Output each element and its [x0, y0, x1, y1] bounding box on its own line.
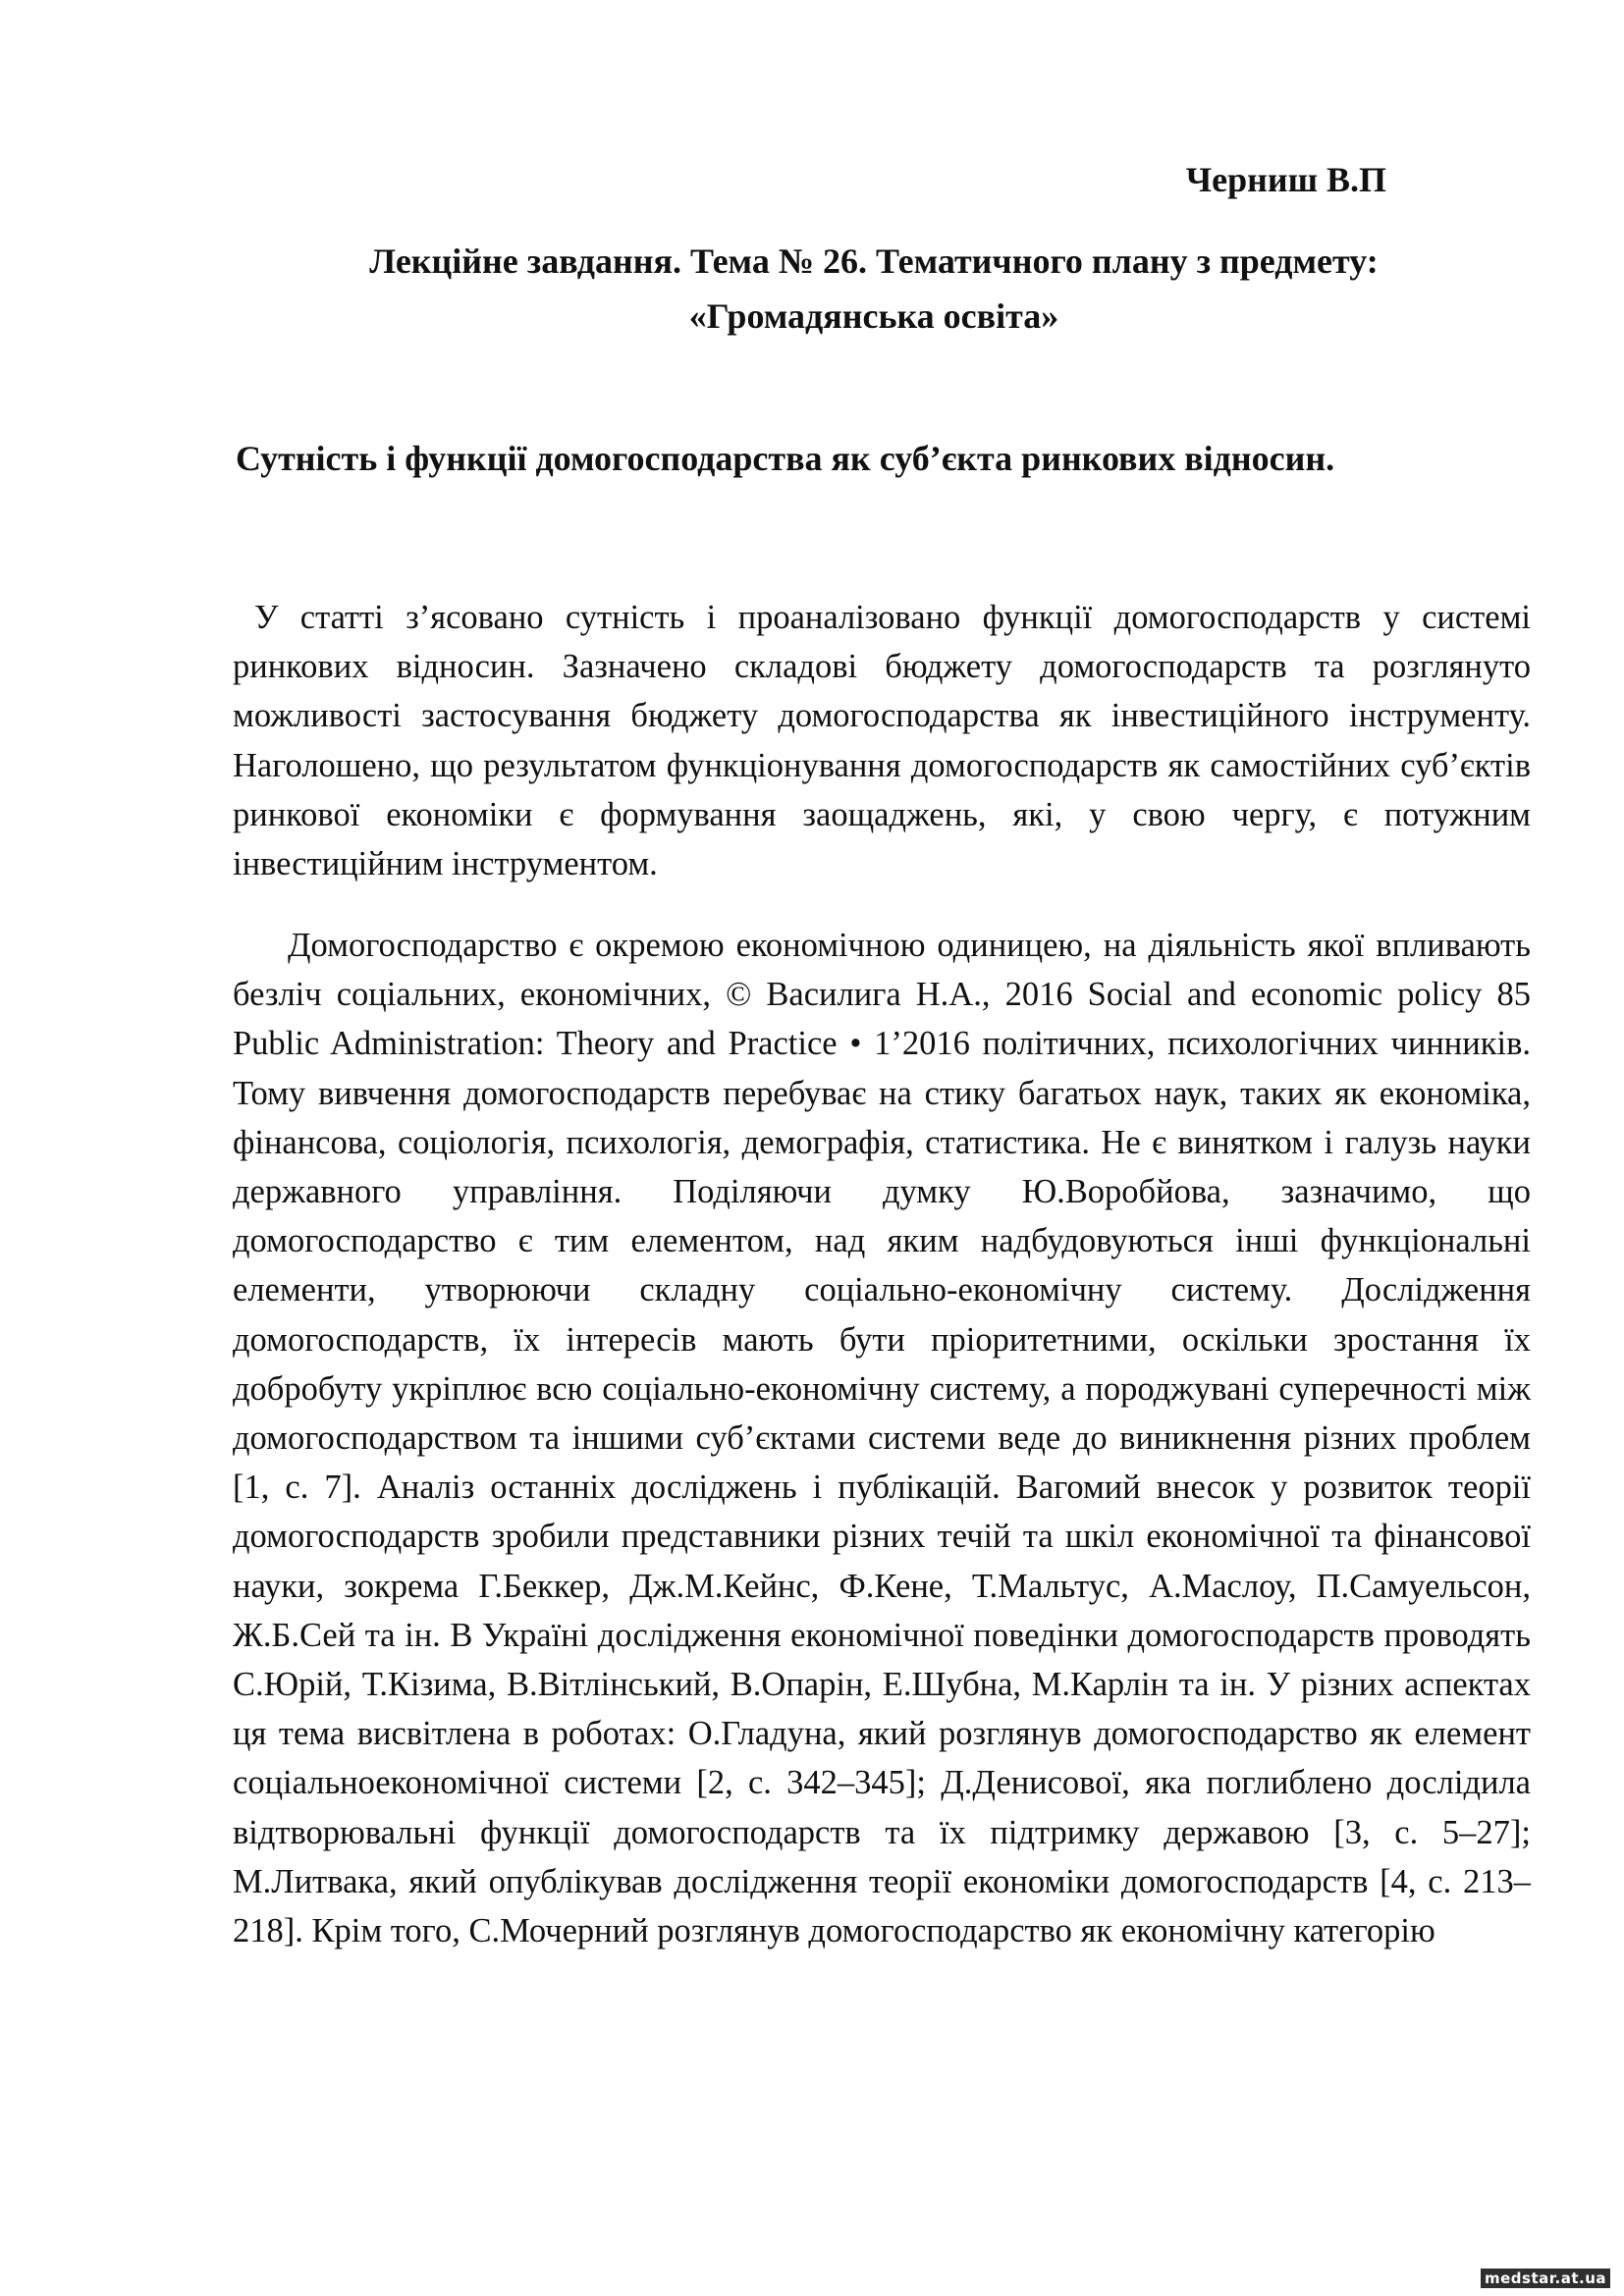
- author-name: Черниш В.П: [1185, 160, 1386, 199]
- site-watermark: medstar.at.ua: [1481, 2269, 1610, 2288]
- abstract-paragraph: У статті з’ясовано сутність і проаналізовано функції домогосподарств у системі ринкових відносин. Зазначено складові бюджету домогосподарств та розглянуто можливості застосування бюджету домогосподарства як інвестиційного інструменту. Наголошено, що результатом функціонування домогосподарств як самостійних суб’єктів ринкової економіки є формування заощаджень, які, у свою чергу, є потужним інвестиційним інструментом.: [233, 599, 1531, 883]
- task-title-line-1: Лекційне завдання. Тема № 26. Тематичного плану з предмету:: [369, 241, 1379, 281]
- task-title: [236, 234, 1512, 344]
- body-paragraph: Домогосподарство є окремою економічною одиницею, на діяльність якої впливають безліч соціальних, економічних, © Василига Н.А., 2016 Social and economic policy 85 Public Administration: Theory and Practice • 1’2016 політичних, психологічних чинників. Тому вивчення домогосподарств перебуває на стику багатьох наук, таких як економіка, фінансова, соціологія, психологія, демографія, статистика. Не є винятком і галузь науки державного управління. Поділяючи думку Ю.Воробйова, зазначимо, що домогосподарство є тим елементом, над яким надбудовуються інші функціональні елементи, утворюючи складну соціально-економічну систему. Дослідження домогосподарств, їх інтересів мають бути пріоритетними, оскільки зростання їх добробуту укріплює всю соціально-економічну систему, а породжувані суперечності між домогосподарством та іншими суб’єктами системи веде до виникнення різних проблем [1, с. 7]. Аналіз останніх досліджень і публікацій. Вагомий внесок у розвиток теорії домогосподарств зробили представники різних течій та шкіл економічної та фінансової науки, зокрема Г.Беккер, Дж.М.Кейнс, Ф.Кене, Т.Мальтус, А.Маслоу, П.Самуельсон, Ж.Б.Сей та ін. В Україні дослідження економічної поведінки домогосподарств проводять С.Юрій, Т.Кізима, В.Вітлінський, В.Опарін, Е.Шубна, М.Карлін та ін. У різних аспектах ця тема висвітлена в роботах: О.Гладуна, який розглянув домогосподарство як елемент соціальноекономічної системи [2, с. 342–345]; Д.Денисової, яка поглиблено дослідила відтворювальні функції домогосподарств та їх підтримку державою [3, с. 5–27]; М.Литвака, який опублікував дослідження теорії економіки домогосподарств [4, с. 213–218]. Крім того, С.Мочерний розглянув домогосподарство як економічну категорію: [233, 927, 1531, 1950]
- article-title: Сутність і функції домогосподарства як суб’єкта ринкових відносин.: [236, 439, 1335, 478]
- task-title-line-2: «Громадянська освіта»: [688, 296, 1059, 336]
